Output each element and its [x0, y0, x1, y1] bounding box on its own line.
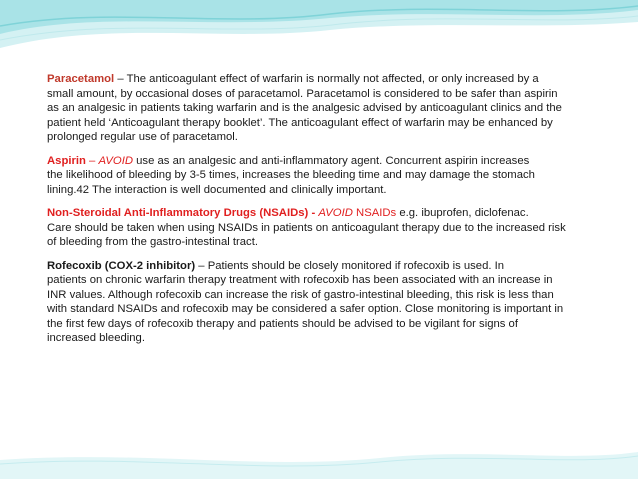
aspirin-paragraph [47, 154, 607, 198]
bottom-wave-decoration [0, 420, 638, 479]
paracetamol-heading: Paracetamol [47, 73, 115, 85]
paracetamol-line-5: prolonged regular use of paracetamol. [47, 131, 238, 143]
aspirin-avoid: AVOID [98, 154, 134, 167]
slide-body [47, 72, 607, 355]
aspirin-separator: – [85, 154, 99, 167]
rofecoxib-separator: – [195, 259, 208, 272]
nsaids-line-1 [47, 206, 607, 221]
rofecoxib-line-1 [47, 259, 607, 274]
aspirin-line-2: the likelihood of bleeding by 3-5 times, increases the bleeding time and may damage the stomach [47, 169, 535, 181]
paracetamol-line-1 [47, 72, 607, 87]
aspirin-text-1: use as an analgesic and anti-inflammatory agent. Concurrent aspirin increases [133, 154, 530, 167]
paracetamol-text-1: The anticoagulant effect of warfarin is normally not affected, or only increased by a [126, 73, 539, 85]
nsaids-paragraph [47, 206, 607, 250]
paracetamol-paragraph [47, 72, 607, 145]
rofecoxib-line-3: INR values. Although rofecoxib can increase the risk of gastro-intestinal bleeding, this risk is less than [47, 288, 554, 301]
nsaids-line-3: of bleeding from the gastro-intestinal tract. [47, 236, 258, 248]
nsaids-avoid: AVOID [318, 207, 353, 219]
top-wave-decoration [0, 0, 638, 70]
paracetamol-separator: – [114, 73, 127, 85]
paracetamol-line-2: small amount, by occasional doses of paracetamol. Paracetamol is considered to be safer than aspirin [47, 87, 558, 100]
rofecoxib-line-4: with standard NSAIDs and rofecoxib may be considered a safer option. Close monitoring is important in [47, 303, 564, 315]
nsaids-heading: Non-Steroidal Anti-Inflammatory Drugs (NSAIDs) - [47, 207, 319, 219]
aspirin-line-1 [47, 154, 607, 169]
nsaids-avoid-rest: NSAIDs [352, 207, 397, 219]
rofecoxib-paragraph [47, 259, 607, 346]
rofecoxib-text-1: Patients should be closely monitored if rofecoxib is used. In [207, 259, 505, 272]
rofecoxib-line-2: patients on chronic warfarin therapy treatment with rofecoxib has been associated with an increase in [47, 274, 553, 286]
nsaids-text-1: e.g. ibuprofen, diclofenac. [396, 207, 529, 219]
paracetamol-line-3: as an analgesic in patients taking warfarin and is the analgesic advised by anticoagulant clinics and the [47, 102, 562, 114]
paracetamol-line-4: patient held ‘Anticoagulant therapy booklet’. The anticoagulant effect of warfarin may be enhanced by [47, 116, 553, 129]
rofecoxib-line-6: increased bleeding. [47, 332, 145, 344]
nsaids-line-2: Care should be taken when using NSAIDs in patients on anticoagulant therapy due to the increased risk [47, 221, 566, 234]
aspirin-line-3: lining.42 The interaction is well documented and clinically important. [47, 183, 387, 196]
rofecoxib-line-5: the first few days of rofecoxib therapy and patients should be advised to be vigilant for signs of [47, 317, 518, 330]
aspirin-heading: Aspirin [47, 154, 86, 167]
rofecoxib-heading: Rofecoxib (COX-2 inhibitor) [47, 259, 196, 272]
